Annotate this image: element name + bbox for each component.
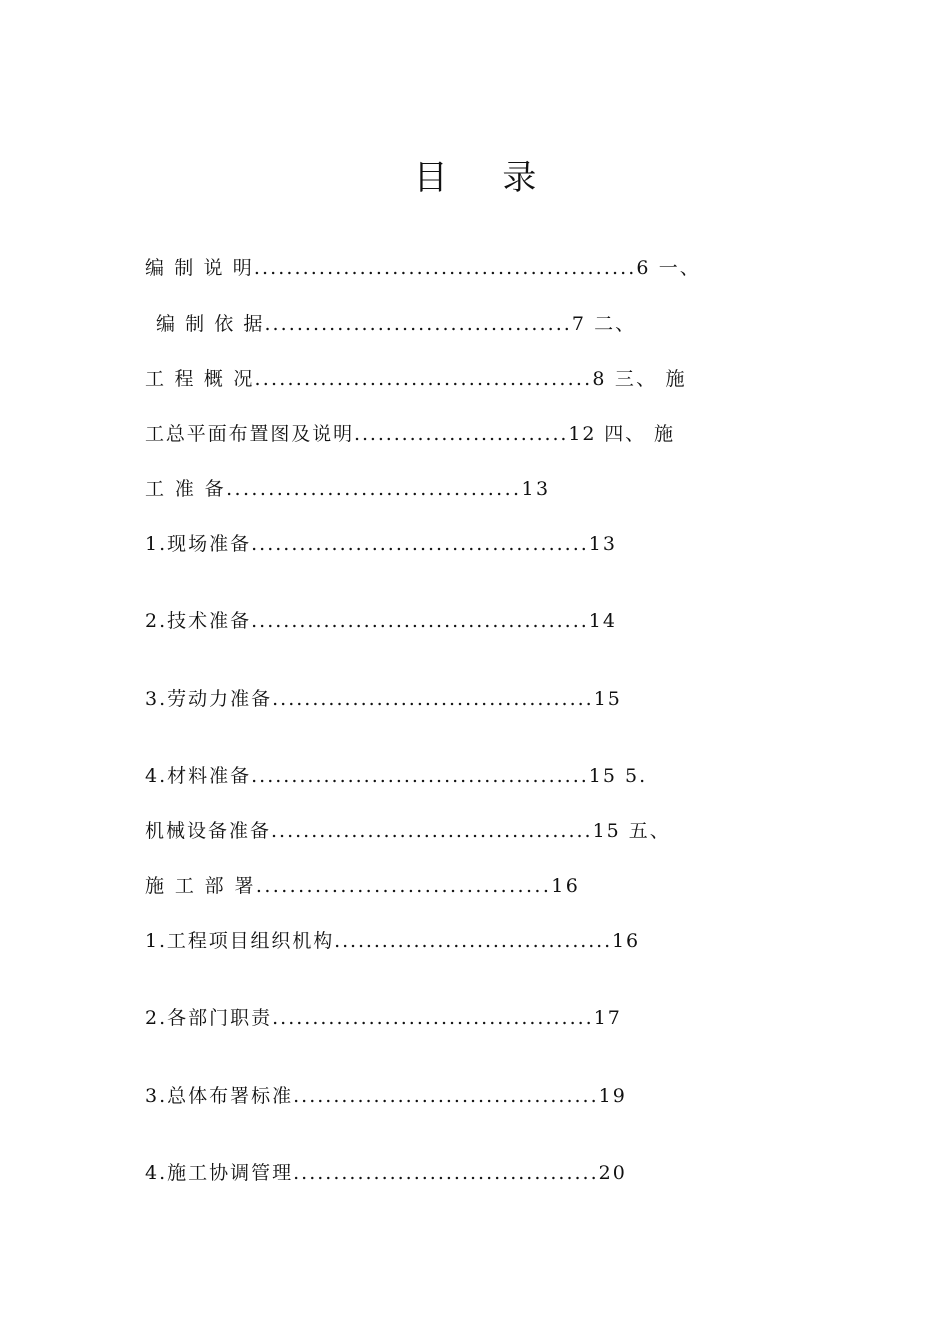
toc-entry-text: 工 准 备...................................13 bbox=[145, 478, 551, 500]
toc-entry-text: 4.材料准备..........................................15 5. bbox=[145, 765, 648, 787]
toc-entry[interactable] bbox=[145, 763, 647, 789]
page-title: 目 录 bbox=[413, 158, 559, 198]
toc-entry-text: 编 制 依 据......................................7 二、 bbox=[156, 313, 637, 335]
toc-entry-text: 1.工程项目组织机构...................................16 bbox=[145, 930, 640, 952]
toc-entry-text: 机械设备准备........................................15 五、 bbox=[145, 820, 671, 842]
toc-entry[interactable] bbox=[145, 928, 640, 954]
toc-entry[interactable] bbox=[145, 1160, 627, 1186]
toc-entry[interactable] bbox=[145, 1005, 622, 1031]
toc-entry[interactable] bbox=[145, 255, 701, 281]
toc-entry-text: 2.各部门职责........................................17 bbox=[145, 1007, 622, 1029]
toc-entry[interactable] bbox=[145, 686, 622, 712]
toc-entry[interactable] bbox=[145, 818, 671, 844]
toc-entry[interactable] bbox=[145, 421, 675, 447]
toc-entry[interactable] bbox=[145, 608, 617, 634]
toc-entry-text: 2.技术准备..........................................14 bbox=[145, 610, 617, 632]
toc-entry-text: 3.总体布署标准......................................19 bbox=[145, 1085, 627, 1107]
toc-entry-text: 编 制 说 明...............................................6 一、 bbox=[145, 257, 701, 279]
toc-entry-text: 施 工 部 署...................................16 bbox=[145, 875, 581, 897]
toc-entry[interactable] bbox=[145, 873, 580, 899]
toc-entry[interactable] bbox=[145, 366, 687, 392]
toc-entry-text: 4.施工协调管理......................................20 bbox=[145, 1162, 627, 1184]
toc-entry[interactable] bbox=[156, 311, 636, 337]
toc-entry-text: 1.现场准备..........................................13 bbox=[145, 533, 617, 555]
toc-entry-text: 3.劳动力准备........................................15 bbox=[145, 688, 622, 710]
toc-entry[interactable] bbox=[145, 531, 617, 557]
toc-entry[interactable] bbox=[145, 1083, 627, 1109]
toc-entry[interactable] bbox=[145, 476, 550, 502]
toc-entry-text: 工 程 概 况.........................................8 三、 施 bbox=[145, 368, 687, 390]
toc-entry-text: 工总平面布置图及说明...........................12 四、 施 bbox=[145, 423, 675, 445]
